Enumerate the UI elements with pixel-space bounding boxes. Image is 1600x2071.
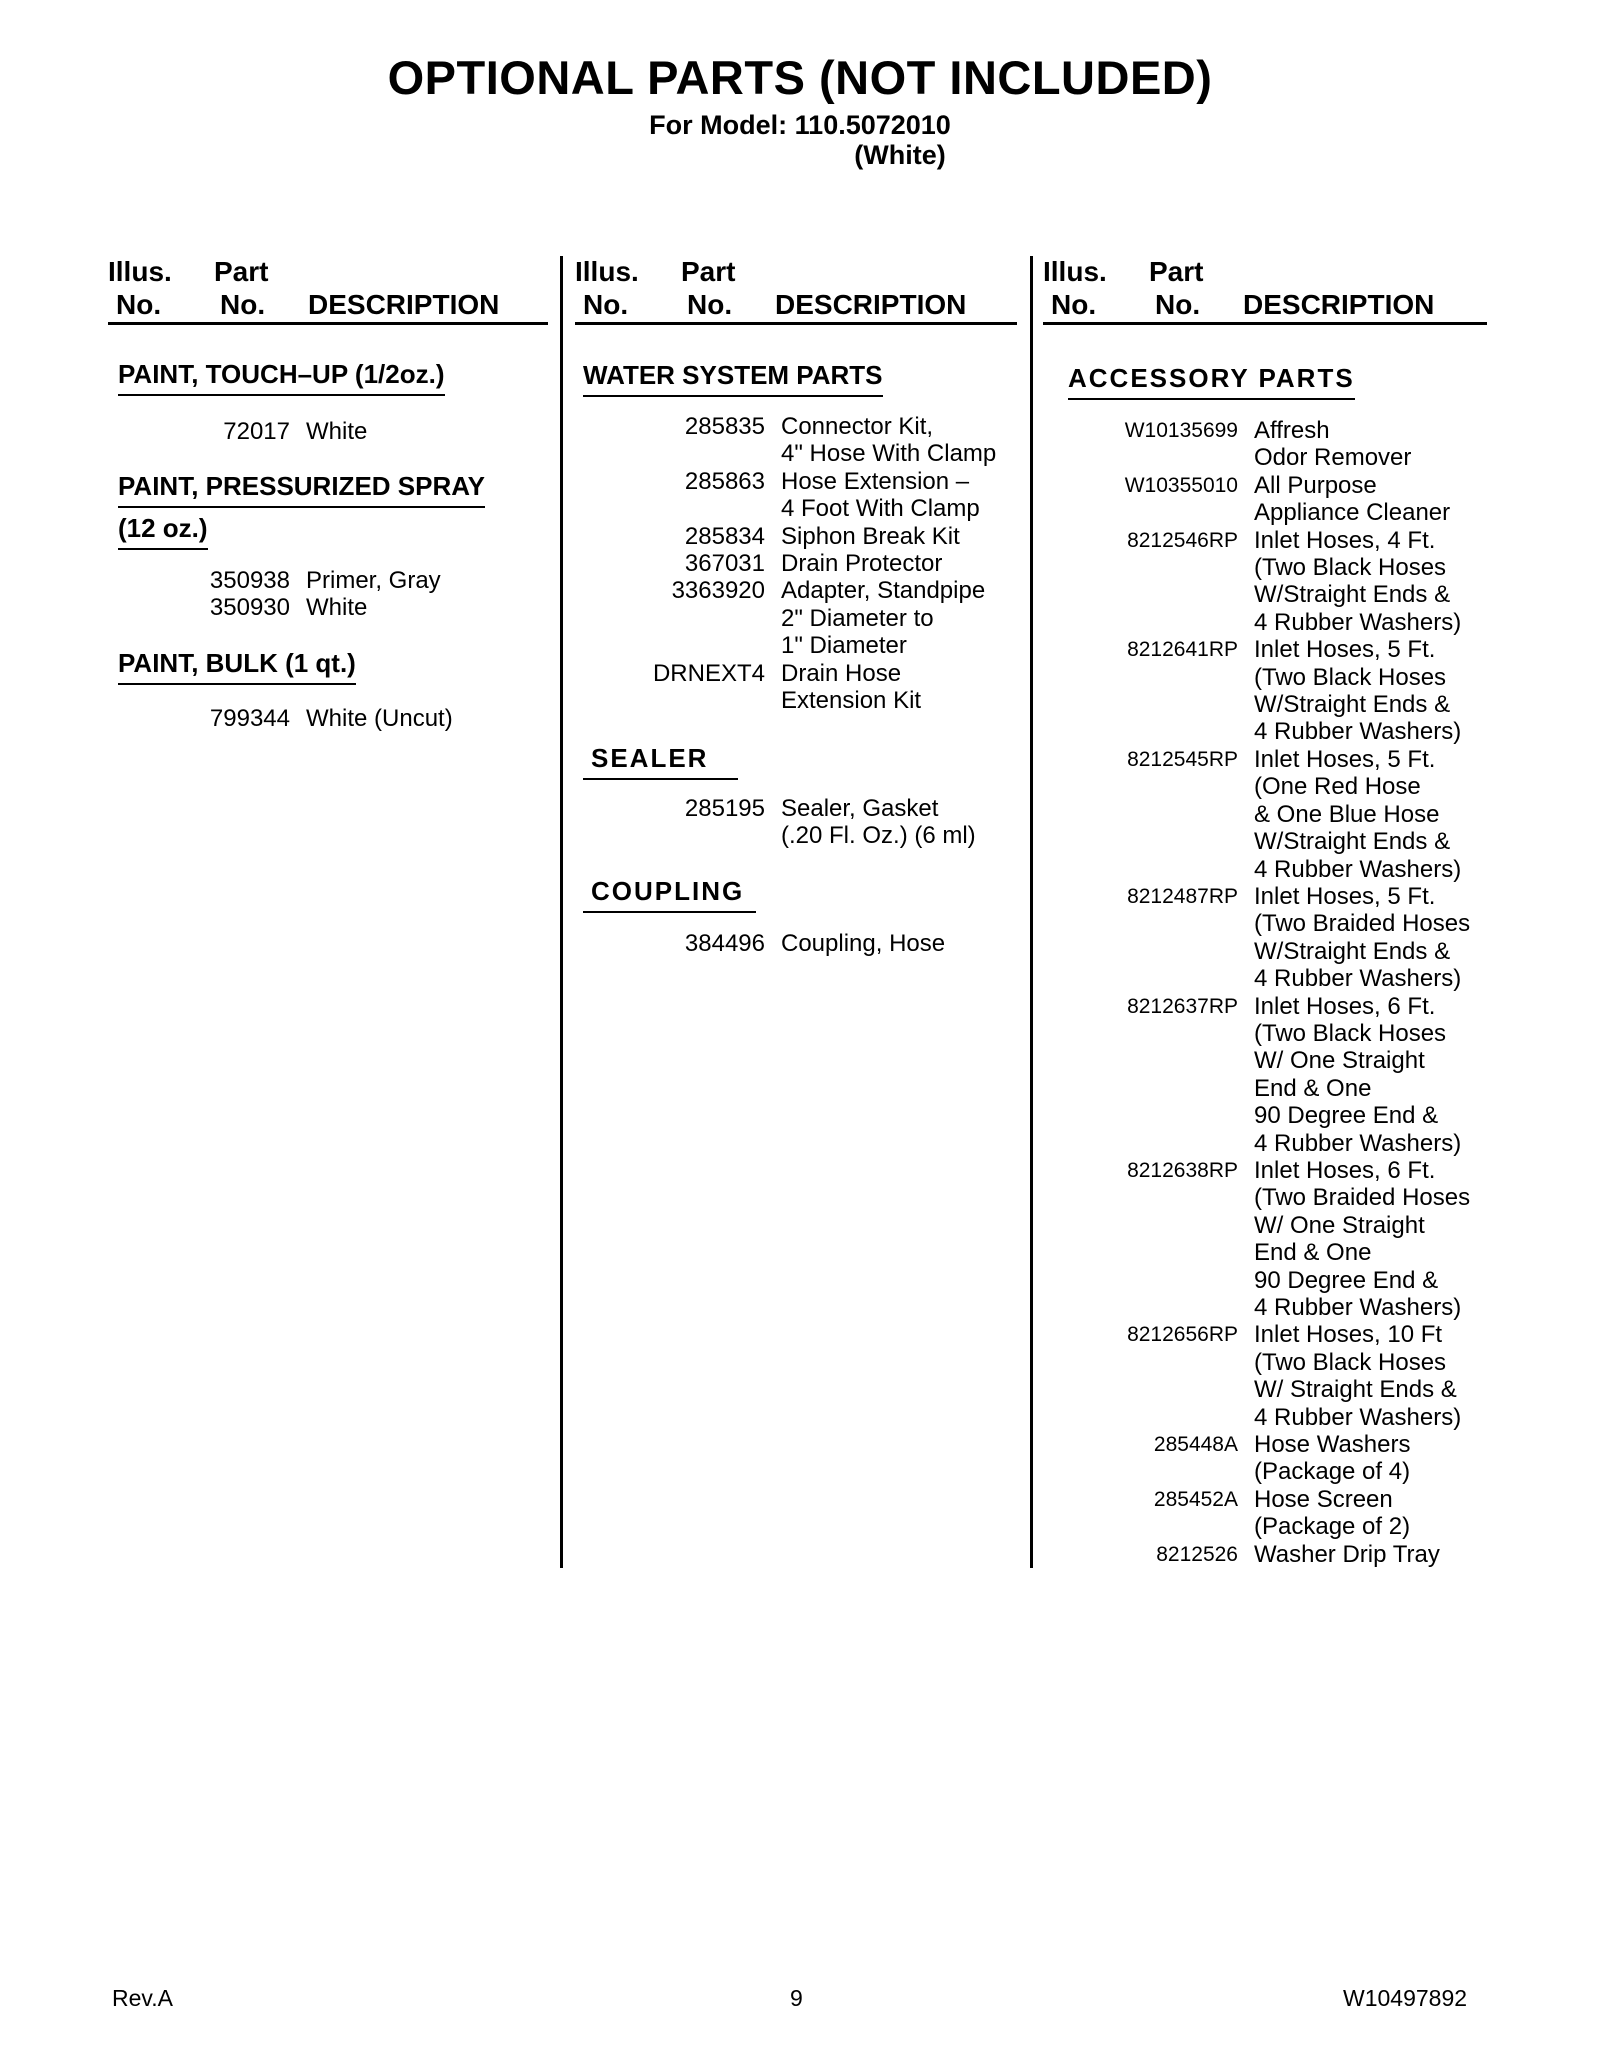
part-description: Inlet Hoses, 4 Ft. (Two Black Hoses W/Straight Ends & 4 Rubber Washers) — [1254, 526, 1462, 636]
part-number: 285835 — [684, 413, 765, 440]
part-description: White (Uncut) — [306, 705, 453, 732]
part-description: Drain Protector — [781, 550, 943, 578]
section-title-accessory: ACCESSORY PARTS — [1068, 360, 1355, 400]
part-description: Hose Extension – 4 Foot With Clamp — [781, 467, 980, 523]
part-description: Affresh Odor Remover — [1254, 417, 1412, 472]
part-number: W10355010 — [1124, 473, 1238, 497]
accessory-list — [1068, 417, 1470, 1568]
part-description: Siphon Break Kit — [781, 522, 960, 550]
header-description: DESCRIPTION — [1243, 289, 1435, 320]
part-number: 285448A — [1153, 1433, 1238, 1457]
header-illus: Illus. — [1043, 256, 1107, 287]
part-description: Inlet Hoses, 5 Ft. (Two Black Hoses W/Straight Ends & 4 Rubber Washers) — [1254, 636, 1462, 746]
list-item — [1068, 1431, 1470, 1486]
list-item — [1068, 1321, 1470, 1431]
list-item — [1068, 636, 1470, 746]
list-item — [583, 660, 996, 715]
document-number: W10497892 — [1343, 1985, 1468, 2011]
model-color: (White) — [854, 140, 946, 170]
header-rule — [1043, 322, 1487, 325]
header-no: No. — [1051, 289, 1097, 320]
model-number: For Model: 110.5072010 — [649, 110, 951, 140]
part-description: Inlet Hoses, 6 Ft. (Two Braided Hoses W/ One Straight End & One 90 Degree End & 4 Rubber Washers) — [1254, 1156, 1471, 1321]
column-header-2 — [575, 255, 1015, 327]
bulk-list — [118, 705, 453, 732]
section-title-spray: PAINT, PRESSURIZED SPRAY (12 oz.) — [118, 468, 485, 550]
touchup-list — [118, 418, 367, 445]
part-number: 8212545RP — [1127, 747, 1238, 771]
part-number: 285195 — [684, 795, 765, 822]
part-description: Coupling, Hose — [781, 930, 946, 957]
header-no: No. — [116, 289, 162, 320]
part-number: 8212546RP — [1127, 528, 1238, 552]
list-item — [1068, 746, 1470, 883]
column-divider — [1030, 256, 1033, 1568]
part-number: W10135699 — [1124, 419, 1238, 442]
header-illus: Illus. — [575, 256, 639, 287]
part-description: Hose Screen (Package of 2) — [1254, 1485, 1411, 1541]
water-list — [583, 413, 996, 714]
page-number: 9 — [790, 1985, 803, 2011]
list-item — [1068, 472, 1470, 527]
part-number: 8212487RP — [1127, 884, 1238, 908]
part-number: 285863 — [684, 467, 765, 495]
part-number: 350930 — [209, 594, 290, 622]
part-number: 8212637RP — [1127, 994, 1238, 1018]
part-description: Adapter, Standpipe 2" Diameter to 1" Diameter — [781, 577, 986, 660]
part-number: 285452A — [1153, 1487, 1238, 1511]
part-number: 384496 — [684, 930, 765, 957]
part-description: Sealer, Gasket (.20 Fl. Oz.) (6 ml) — [781, 795, 976, 850]
part-number: 367031 — [684, 550, 765, 578]
list-item — [1068, 1486, 1470, 1541]
part-description: Hose Washers (Package of 4) — [1254, 1431, 1411, 1486]
column-header-1 — [108, 255, 548, 327]
header-description: DESCRIPTION — [308, 289, 500, 320]
part-number: 8212526 — [1156, 1542, 1238, 1566]
coupling-list — [583, 930, 945, 957]
list-item — [583, 795, 976, 850]
part-number: 285834 — [684, 522, 765, 550]
header-part: Part — [1149, 256, 1204, 287]
sealer-list — [583, 795, 976, 850]
list-item — [1068, 527, 1470, 637]
part-number: 799344 — [209, 705, 290, 732]
list-item — [118, 567, 441, 594]
model-info — [0, 110, 1600, 170]
list-item — [1068, 883, 1470, 993]
section-title-coupling: COUPLING — [583, 873, 756, 913]
header-illus: Illus. — [108, 256, 172, 287]
header-description: DESCRIPTION — [775, 289, 967, 320]
part-number: 8212656RP — [1127, 1323, 1238, 1347]
list-item — [118, 418, 367, 445]
header-part: Part — [681, 256, 736, 287]
section-title-sealer: SEALER — [583, 740, 738, 780]
list-item — [583, 930, 945, 957]
list-item — [1068, 417, 1470, 472]
part-description: Drain Hose Extension Kit — [781, 659, 922, 715]
list-item — [1068, 1157, 1470, 1321]
header-part-no: No. — [687, 289, 733, 320]
list-item — [118, 594, 441, 621]
list-item — [583, 523, 996, 550]
part-number: DRNEXT4 — [652, 659, 765, 687]
list-item — [118, 705, 453, 732]
part-description: Inlet Hoses, 10 Ft (Two Black Hoses W/ Straight Ends & 4 Rubber Washers) — [1254, 1321, 1462, 1431]
part-number: 3363920 — [671, 577, 765, 605]
part-description: White — [306, 594, 368, 622]
header-rule — [108, 322, 548, 325]
header-no: No. — [583, 289, 629, 320]
part-description: All Purpose Appliance Cleaner — [1254, 471, 1451, 527]
spray-list — [118, 567, 441, 622]
section-title-bulk: PAINT, BULK (1 qt.) — [118, 645, 356, 685]
page-title: OPTIONAL PARTS (NOT INCLUDED) — [387, 51, 1213, 104]
list-item — [583, 550, 996, 577]
column-header-3 — [1043, 255, 1483, 327]
revision-label: Rev.A — [112, 1985, 173, 2011]
section-title-water: WATER SYSTEM PARTS — [583, 357, 883, 397]
part-description: Washer Drip Tray — [1254, 1540, 1440, 1568]
header-part: Part — [214, 256, 269, 287]
section-title-touchup: PAINT, TOUCH–UP (1/2oz.) — [118, 356, 445, 396]
header-rule — [575, 322, 1017, 325]
header-part-no: No. — [1155, 289, 1201, 320]
list-item — [1068, 993, 1470, 1157]
column-divider — [560, 256, 563, 1568]
part-number: 72017 — [223, 418, 290, 445]
part-description: Inlet Hoses, 5 Ft. (One Red Hose & One Blue Hose W/Straight Ends & 4 Rubber Washers) — [1254, 745, 1462, 883]
list-item — [583, 577, 996, 659]
list-item — [583, 468, 996, 523]
list-item — [583, 413, 996, 468]
part-description: Inlet Hoses, 6 Ft. (Two Black Hoses W/ One Straight End & One 90 Degree End & 4 Rubber Washers) — [1254, 992, 1462, 1157]
header-part-no: No. — [220, 289, 266, 320]
part-description: White — [306, 418, 368, 445]
part-description: Inlet Hoses, 5 Ft. (Two Braided Hoses W/Straight Ends & 4 Rubber Washers) — [1254, 882, 1471, 993]
list-item — [1068, 1541, 1470, 1568]
part-number: 8212641RP — [1127, 638, 1238, 662]
part-number: 350938 — [209, 567, 290, 594]
part-description: Connector Kit, 4" Hose With Clamp — [781, 413, 997, 468]
part-number: 8212638RP — [1127, 1158, 1238, 1182]
part-description: Primer, Gray — [306, 567, 441, 594]
